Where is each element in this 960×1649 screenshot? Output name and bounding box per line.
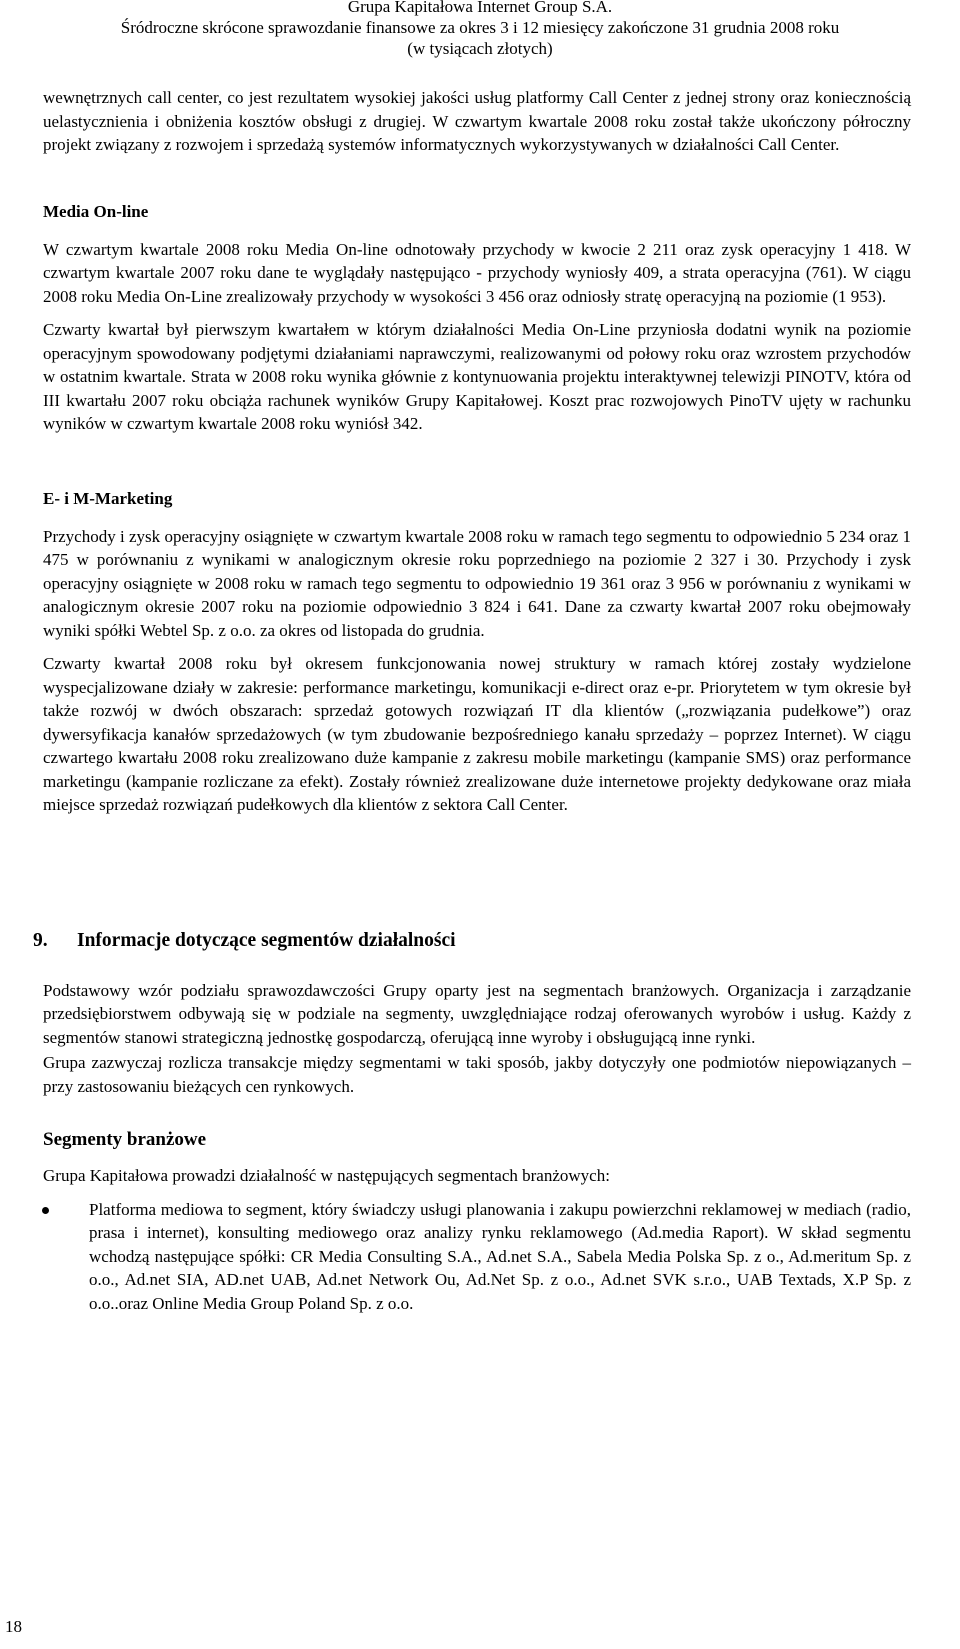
- emarketing-heading: E- i M-Marketing: [43, 488, 173, 508]
- intro-paragraph: wewnętrznych call center, co jest rezultatem wysokiej jakości usług platformy Call Center z jednej strony oraz koniecznością uelastycznienia i obniżenia kosztów obsługi z drugiej. W czwartym kwartale 2008 roku został także ukończony półroczny projekt związany z rozwojem i sprzedażą systemów informatycznych wykorzystywanych w działalności Call Center.: [43, 88, 911, 154]
- segmenty-heading: Segmenty branżowe: [43, 1129, 207, 1150]
- bullet-icon: [43, 1198, 89, 1316]
- segmenty-intro: Grupa Kapitałowa prowadzi działalność w następujących segmentach branżowych:: [43, 1166, 610, 1185]
- header-company: Grupa Kapitałowa Internet Group S.A.: [347, 0, 613, 16]
- header-units: (w tysiącach złotych): [407, 39, 553, 58]
- emarketing-paragraph-2: Czwarty kwartał 2008 roku był okresem funkcjonowania nowej struktury w ramach której zostały wydzielone wyspecjalizowane działy w zakresie: performance marketingu, komunikacji e-direct oraz e-pr. Priorytetem w tym okresie był także rozwój w dwóch obszarach: sprzedaż gotowych rozwiązań IT dla klientów („rozwiązania pudełkowe”) oraz dywersyfikacja kanałów sprzedażowych (w tym zbudowanie bezpośredniego kanału sprzedaży – poprzez Internet). W ciągu czwartego kwartału 2008 roku zrealizowano duże kampanie z zakresu mobile marketingu (kampanie SMS) oraz performance marketingu (kampanie rozliczane za efekt). Zostały również zrealizowane duże internetowe projekty dedykowane oraz miała miejsce sprzedaż rozwiązań pudełkowych dla klientów z sektora Call Center.: [43, 654, 911, 814]
- page-header: [0, 0, 960, 59]
- section-9-paragraph-1: Podstawowy wzór podziału sprawozdawczości Grupy oparty jest na segmentach branżowych. Organizacja i zarządzanie przedsiębiorstwem odbywają się w podziale na segmenty, uwzględniające rodzaj oferowanych wyrobów i usług. Każdy z segmentów stanowi strategiczną jednostkę gospodarczą, oferującą inne wyroby i obsługującą inne rynki.: [43, 980, 911, 1047]
- page-number: 18: [5, 1617, 22, 1636]
- media-online-paragraph-1: W czwartym kwartale 2008 roku Media On-line odnotowały przychody w kwocie 2 211 oraz zysk operacyjny 1 418. W czwartym kwartale 2007 roku dane te wyglądały następująco - przychody wyniosły 409, a strata operacyjna (761). W ciągu 2008 roku Media On-Line zrealizowały przychody w wysokości 3 456 oraz odniosły stratę operacyjną na poziomie (1 953).: [43, 239, 911, 306]
- section-9-heading: [33, 929, 911, 953]
- section-title: Informacje dotyczące segmentów działalności: [77, 929, 456, 951]
- list-item-text: Platforma mediowa to segment, który świadczy usługi planowania i zakupu powierzchni reklamowej w mediach (radio, prasa i internet), konsulting mediowego oraz analizy rynku reklamowego (Ad.media Raport). W skład segmentu wchodzą następujące spółki: CR Media Consulting S.A., Ad.net S.A., Sabela Media Polska Sp. z o., Ad.meritum Sp. z o.o., Ad.net SIA, AD.net UAB, Ad.net Network Ou, Ad.Net Sp. z o.o., Ad.net SVK s.r.o., UAB Textads, X.P Sp. z o.o..oraz Online Media Group Poland Sp. z o.o.: [89, 1199, 911, 1313]
- media-online-paragraph-2: Czwarty kwartał był pierwszym kwartałem w którym działalności Media On-Line przyniosła dodatni wynik na poziomie operacyjnym spowodowany podjętymi działaniami naprawczymi, realizowanymi od połowy roku oraz wzrostem przychodów w ostatnim kwartale. Strata w 2008 roku wynika głównie z kontynuowania projektu interaktywnej telewizji PINOTV, która od III kwartału 2007 roku obciąża rachunek wyników Grupy Kapitałowej. Koszt prac rozwojowych PinoTV ujęty w rachunku wyników w czwartym kwartale 2008 roku wyniósł 342.: [43, 320, 911, 433]
- media-online-heading: Media On-line: [43, 201, 149, 221]
- section-number: 9.: [33, 929, 48, 951]
- section-9-paragraph-2: Grupa zazwyczaj rozlicza transakcje między segmentami w taki sposób, jakby dotyczyły one podmiotów niepowiązanych – przy zastosowaniu bieżących cen rynkowych.: [43, 1053, 911, 1096]
- emarketing-paragraph-1: Przychody i zysk operacyjny osiągnięte w czwartym kwartale 2008 roku w ramach tego segmentu to odpowiednio 5 234 oraz 1 475 w porównaniu z wynikami w analogicznym okresie roku poprzedniego na poziomie 2 327 i 30. Przychody i zysk operacyjny osiągnięte w 2008 roku w ramach tego segmentu to odpowiednio 19 361 oraz 3 956 w porównaniu z wynikami w analogicznym okresie 2007 roku na poziomie odpowiednio 3 824 i 641. Dane za czwarty kwartał 2007 roku obejmowały wyniki spółki Webtel Sp. z o.o. za okres od listopada do grudnia.: [43, 526, 911, 640]
- list-item: [43, 1198, 911, 1316]
- header-report-title: Śródroczne skrócone sprawozdanie finansowe za okres 3 i 12 miesięcy zakończone 31 grudnia 2008 roku: [120, 18, 840, 37]
- document-body: [33, 86, 911, 1315]
